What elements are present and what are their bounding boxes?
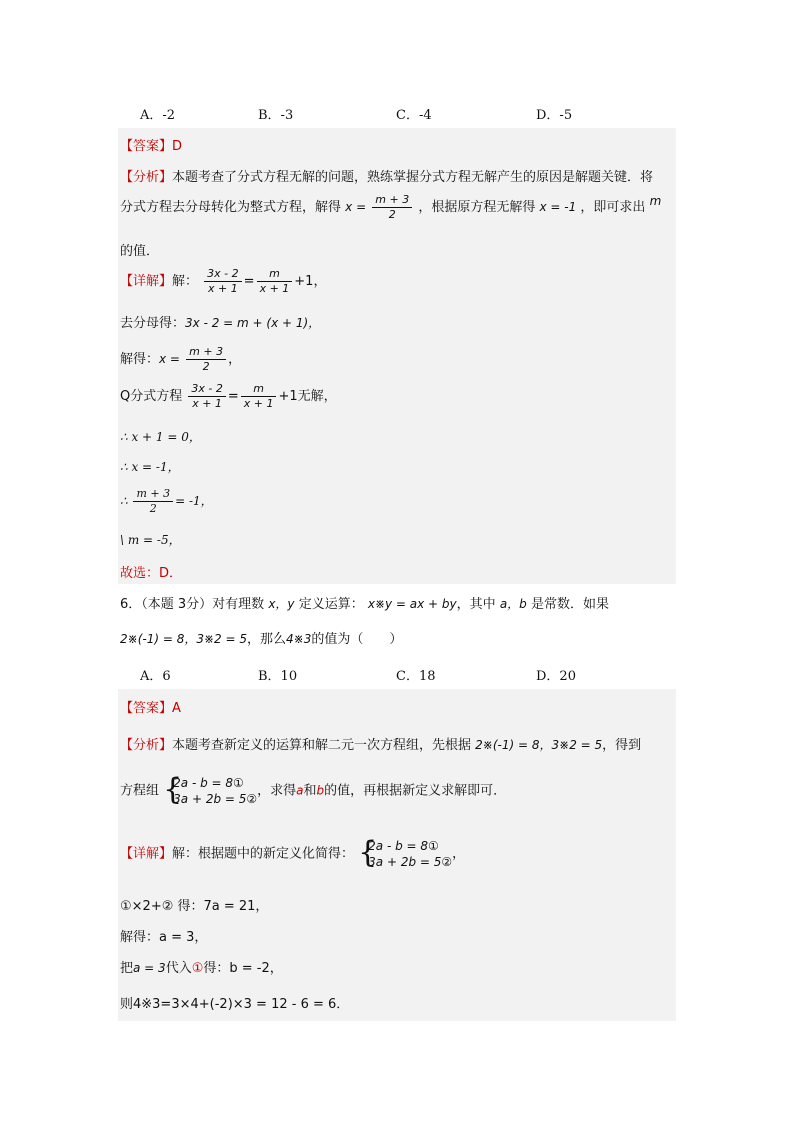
stem-math: 4※3: [286, 632, 312, 646]
step-text: ，: [228, 352, 242, 367]
stem-text: 的值为（ ）: [311, 632, 403, 647]
math-x: x =: [345, 200, 367, 214]
detail-text: 解：根据题中的新定义化简得：: [172, 846, 355, 862]
equation-system: [163, 772, 258, 807]
stem-math: a，b: [499, 597, 527, 611]
denominator: x + 1: [192, 397, 222, 410]
denominator: x + 1: [208, 282, 238, 295]
analysis-text: 方程组: [120, 783, 160, 799]
stem-text: 定义运算：: [298, 597, 364, 612]
answer-tag: 【答案】: [120, 701, 173, 716]
denominator: 2: [388, 208, 396, 221]
analysis-text: ，根据原方程无解得: [418, 200, 536, 215]
step-math: a = 3: [133, 961, 166, 975]
equation-row: 3a + 2b = 5②: [173, 792, 258, 806]
var-b: b: [316, 783, 325, 798]
q6-step4: 则4※3=3×4+(-2)×3 = 12 - 6 = 6．: [120, 997, 350, 1012]
detail-tag: 【详解】: [120, 274, 173, 289]
step-math: 3x - 2 = m + (x + 1)，: [185, 316, 321, 330]
circled-one: ①: [191, 961, 204, 976]
numerator: m: [241, 382, 277, 397]
fraction: [372, 193, 412, 222]
fraction: [188, 382, 225, 411]
equation-row: 3a + 2b = 5②: [368, 855, 453, 869]
math-m: m: [649, 194, 662, 208]
analysis-tag: 【分析】: [120, 170, 173, 185]
stem-text: ，其中: [456, 597, 496, 612]
detail-text: 解：: [172, 274, 199, 289]
q6-choice-b: B．10: [258, 669, 298, 684]
q5-step1: [120, 312, 320, 331]
stem-text: 6．（本题 3分）对有理数: [120, 597, 265, 612]
therefore-sign: ∴: [120, 494, 128, 508]
q5-step3: [120, 382, 337, 411]
numerator: 3x - 2: [188, 382, 225, 397]
answer-tag: 【答案】: [120, 139, 173, 154]
equals: =: [227, 389, 239, 404]
q5-detail-line1: [120, 267, 326, 296]
step-text: +1无解，: [278, 389, 337, 404]
detail-text: ，: [452, 846, 466, 862]
analysis-text: 的值，再根据新定义求解即可．: [324, 783, 507, 799]
q5-choice-b: B．-3: [258, 108, 294, 123]
q6-analysis-line2: [120, 772, 507, 807]
q6-detail-line1: [120, 835, 466, 870]
fraction: [204, 267, 241, 296]
analysis-text: ，即可求出: [580, 200, 646, 215]
q6-step3: [120, 957, 283, 976]
q6-choice-d: D．20: [536, 669, 576, 684]
q6-choice-c: C．18: [396, 669, 436, 684]
fraction: [241, 382, 277, 411]
stem-math: 2※(-1) = 8，3※2 = 5: [120, 632, 247, 646]
stem-text: 是常数．如果: [530, 597, 609, 612]
q5-analysis-line2: [120, 193, 661, 222]
answer-value: A: [172, 701, 181, 716]
stem-text: ，那么: [246, 632, 286, 647]
analysis-text: 本题考查了分式方程无解的问题，熟练掌握分式方程无解产生的原因是解题关键．将: [172, 170, 654, 185]
q5-choice-c: C．-4: [396, 108, 432, 123]
q5-final-answer: 故选：D．: [120, 566, 183, 581]
numerator: 3x - 2: [204, 267, 241, 282]
q6-stem-line1: [120, 593, 609, 612]
detail-tag: 【详解】: [120, 846, 173, 862]
q5-step7: \ m = -5，: [120, 533, 181, 547]
denominator: x + 1: [259, 282, 290, 295]
q5-step5: ∴ x = -1，: [120, 460, 180, 474]
equation-system: [358, 835, 453, 870]
q5-step4: ∴ x + 1 = 0，: [120, 430, 201, 444]
equation-row: 2a - b = 8①: [173, 776, 244, 790]
q5-step6: [120, 487, 213, 516]
analysis-tag: 【分析】: [120, 738, 173, 753]
q5-answer: [120, 135, 182, 154]
answer-value: D: [172, 139, 183, 154]
fraction: [133, 487, 173, 516]
analysis-math: 2※(-1) = 8，3※2 = 5: [475, 738, 603, 752]
denominator: 2: [149, 502, 157, 515]
fraction: [257, 267, 293, 296]
q5-choice-a: A．-2: [140, 108, 176, 123]
step-label: 去分母得：: [120, 316, 186, 331]
step-text: 把: [120, 961, 134, 976]
q6-answer: [120, 697, 181, 716]
numerator: m + 3: [186, 345, 226, 360]
q6-analysis-line1: [120, 734, 641, 753]
q5-analysis-line1: [120, 166, 653, 185]
q5-analysis-line3: 的值．: [120, 244, 160, 259]
stem-math: x※y = ax + by: [367, 597, 457, 611]
brace-icon: {: [163, 772, 183, 807]
step-label: 解得：: [120, 352, 160, 367]
analysis-text: ，求得: [257, 783, 297, 799]
step-text: 得：b = -2，: [203, 961, 283, 976]
stem-math: x，y: [268, 597, 295, 611]
step-text: 代入: [165, 961, 192, 976]
var-a: a: [296, 783, 304, 798]
numerator: m + 3: [133, 487, 173, 502]
q5-choice-d: D．-5: [536, 108, 573, 123]
q6-choice-a: A．6: [140, 669, 171, 684]
fraction: [186, 345, 226, 374]
q6-stem-line2: [120, 628, 402, 647]
q6-step2: 解得：a = 3，: [120, 930, 208, 945]
denominator: 2: [202, 360, 210, 373]
step-text: = -1，: [175, 494, 213, 508]
denominator: x + 1: [243, 397, 274, 410]
analysis-text: 本题考查新定义的运算和解二元一次方程组，先根据: [172, 738, 472, 753]
q5-step2: [120, 345, 241, 374]
math-eq: x = -1: [539, 200, 577, 214]
analysis-text: 和: [303, 783, 317, 799]
equation-row: 2a - b = 8①: [368, 839, 439, 853]
analysis-text: 分式方程去分母转化为整式方程，解得: [120, 200, 342, 215]
analysis-text: ，得到: [602, 738, 642, 753]
math-x: x =: [159, 352, 180, 366]
numerator: m: [257, 267, 293, 282]
numerator: m + 3: [372, 193, 412, 208]
step-text: Q分式方程: [120, 389, 183, 404]
detail-text: +1，: [294, 274, 327, 289]
equals: =: [243, 274, 255, 289]
brace-icon: {: [358, 835, 378, 870]
q6-step1: ①×2+② 得：7a = 21，: [120, 899, 269, 914]
